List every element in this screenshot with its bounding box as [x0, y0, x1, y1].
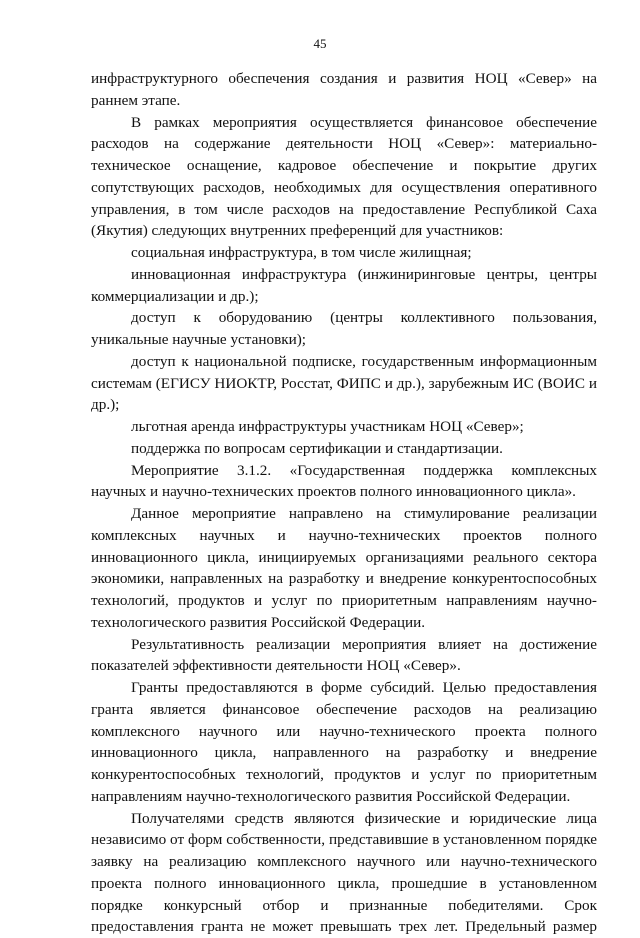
- list-item-subscription-access: доступ к национальной подписке, государственным информационным системам (ЕГИСУ НИОКТР, Росстат, ФИПС и др.), зарубежным ИС (ВОИС и др.);: [91, 351, 597, 416]
- list-item-equipment-access: доступ к оборудованию (центры коллективного пользования, уникальные научные установки);: [91, 307, 597, 351]
- document-body: [91, 68, 597, 938]
- list-item-certification-support: поддержка по вопросам сертификации и стандартизации.: [91, 438, 597, 460]
- paragraph-activity-3-1-2: Мероприятие 3.1.2. «Государственная поддержка комплексных научных и научно-технических проектов полного инновационного цикла».: [91, 460, 597, 504]
- list-item-innovation-infrastructure: инновационная инфраструктура (инжиниринговые центры, центры коммерциализации и др.);: [91, 264, 597, 308]
- paragraph-activity-funding: В рамках мероприятия осуществляется финансовое обеспечение расходов на содержание деятельности НОЦ «Север»: материально-техническое оснащение, кадровое обеспечение и покрытие других сопутствующих расходов, необходимых для осуществления оперативного управления, в том числе расходов на предоставление Республикой Саха (Якутия) следующих внутренних преференций для участников:: [91, 112, 597, 243]
- paragraph-effectiveness: Результативность реализации мероприятия влияет на достижение показателей эффективности деятельности НОЦ «Север».: [91, 634, 597, 678]
- list-item-social-infrastructure: социальная инфраструктура, в том числе жилищная;: [91, 242, 597, 264]
- page-number: 45: [0, 36, 640, 52]
- list-item-preferential-rent: льготная аренда инфраструктуры участникам НОЦ «Север»;: [91, 416, 597, 438]
- paragraph-continuation: инфраструктурного обеспечения создания и развития НОЦ «Север» на раннем этапе.: [91, 68, 597, 112]
- paragraph-grants: Гранты предоставляются в форме субсидий. Целью предоставления гранта является финансовое обеспечение расходов на реализацию комплексного научного или научно-технического проекта полного инновационного цикла, направленного на разработку и внедрение конкурентоспособных технологий, продуктов и услуг по приоритетным направлениям научно-технологического развития Российской Федерации.: [91, 677, 597, 808]
- paragraph-activity-purpose: Данное мероприятие направлено на стимулирование реализации комплексных научных и научно-технических проектов полного инновационного цикла, инициируемых организациями реального сектора экономики, направленных на разработку и внедрение конкурентоспособных технологий, продуктов и услуг по приоритетным направлениям научно-технологического развития Российской Федерации.: [91, 503, 597, 634]
- paragraph-recipients: Получателями средств являются физические и юридические лица независимо от форм собственности, представившие в установленном порядке заявку на реализацию комплексного научного или научно-технического проекта полного инновационного цикла, прошедшие в установленном порядке конкурсный отбор и признанные победителями. Срок предоставления гранта не может превышать трех лет. Предельный размер: [91, 808, 597, 938]
